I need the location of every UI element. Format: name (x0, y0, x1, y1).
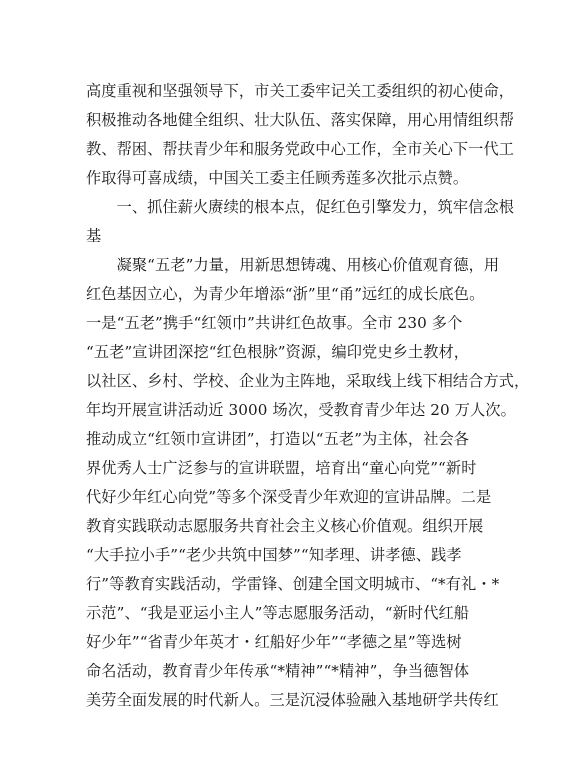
paragraph-line: 行”等教育实践活动，学雷锋、创建全国文明城市、“*有礼・* (86, 575, 500, 593)
paragraph-line: 界优秀人士广泛参与的宣讲联盟，培育出“童心向党”“新时 (86, 459, 477, 477)
paragraph-line: 好少年”“省青少年英才・红船好少年”“孝德之星”等选树 (86, 633, 462, 651)
paragraph-line: 代好少年红心向党”等多个深受青少年欢迎的宣讲品牌。二是 (86, 488, 492, 506)
paragraph-line: 命名活动，教育青少年传承“*精神”“*精神”，争当德智体 (86, 662, 470, 680)
paragraph-line: 一是“五老”携手“红领巾”共讲红色故事。全市 230 多个 (86, 314, 463, 332)
paragraph-line: 美劳全面发展的时代新人。三是沉浸体验融入基地研学共传红 (86, 691, 499, 709)
paragraph-line: “大手拉小手”“老少共筑中国梦”“知孝理、讲孝德、践孝 (86, 546, 462, 564)
paragraph-line: 教、帮困、帮扶青少年和服务党政中心工作，全市关心下一代工 (86, 140, 515, 158)
section-heading-line: 基 (86, 227, 102, 245)
paragraph-line: 年均开展宣讲活动近 3000 场次，受教育青少年达 20 万人次。 (86, 401, 516, 419)
section-heading-line: 一、抓住薪火赓续的根本点，促红色引擎发力，筑牢信念根 (86, 198, 515, 216)
paragraph-line: 推动成立“红领巾宣讲团”，打造以“五老”为主体，社会各 (86, 430, 470, 448)
paragraph-line: 示范”、“我是亚运小主人”等志愿服务活动，“新时代红船 (86, 604, 470, 622)
paragraph-line: 作取得可喜成绩，中国关工委主任顾秀莲多次批示点赞。 (86, 169, 469, 187)
paragraph-line: “五老”宣讲团深挖“红色根脉”资源，编印党史乡土教材， (86, 343, 470, 361)
paragraph-line: 积极推动各地健全组织、壮大队伍、落实保障，用心用情组织帮 (86, 111, 515, 129)
body-text (86, 77, 530, 715)
paragraph-line: 教育实践联动志愿服务共育社会主义核心价值观。组织开展 (86, 517, 484, 535)
paragraph-line: 高度重视和坚强领导下，市关工委牢记关工委组织的初心使命， (86, 82, 515, 100)
paragraph-line: 凝聚“五老”力量，用新思想铸魂、用核心价值观育德，用 (86, 256, 500, 274)
paragraph-line: 红色基因立心，为青少年增添“浙”里“甬”远红的成长底色。 (86, 285, 485, 303)
paragraph-line: 以社区、乡村、学校、企业为主阵地，采取线上线下相结合方式， (86, 372, 530, 390)
